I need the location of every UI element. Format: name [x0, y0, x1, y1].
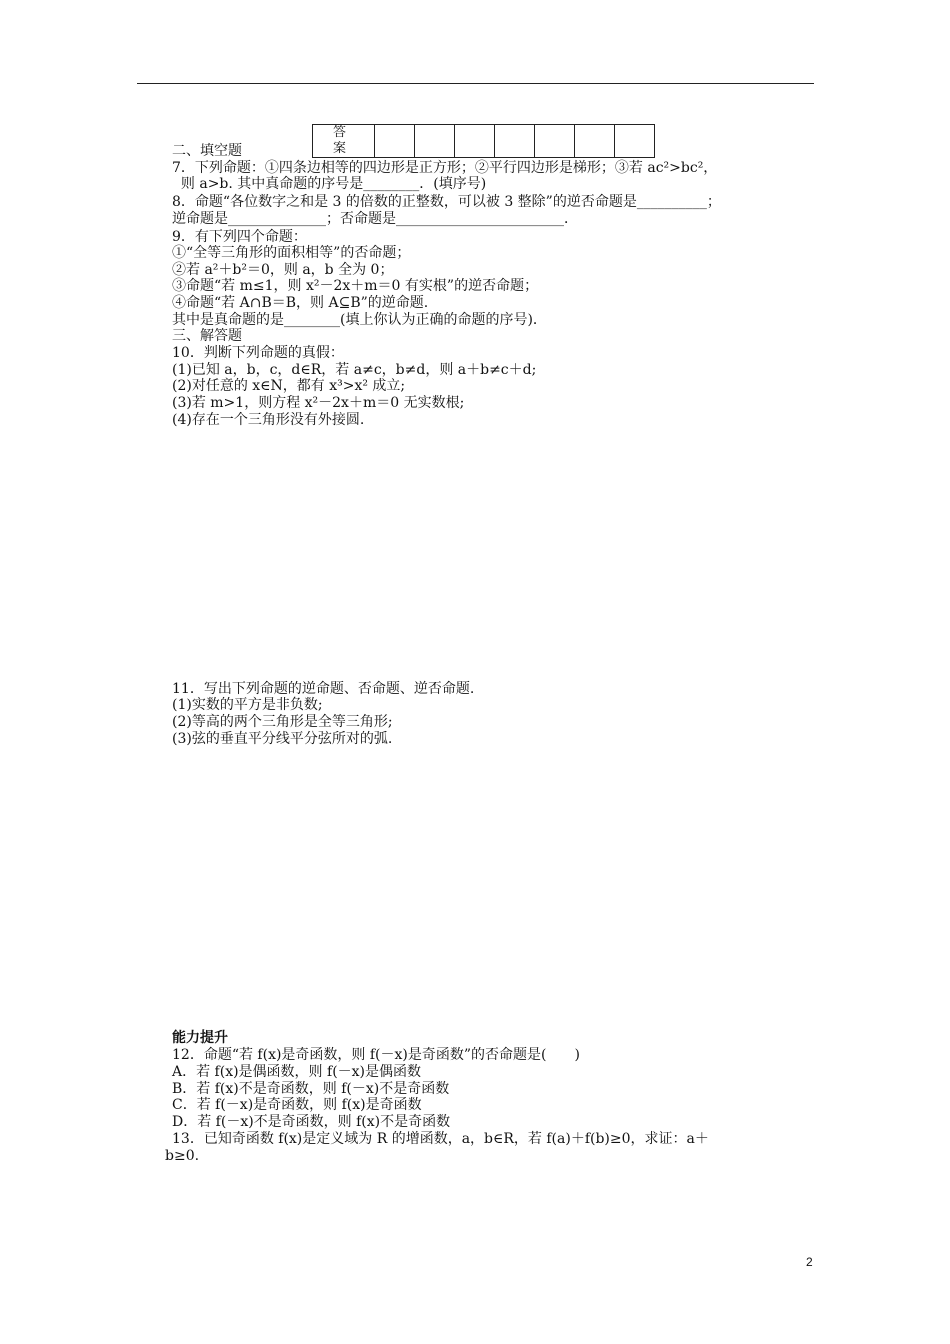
question-11-item-2: (2)等高的两个三角形是全等三角形;	[172, 714, 393, 730]
question-8-cont: 逆命题是______________；否命题是________________________．	[172, 211, 578, 227]
question-8: 8．命题“各位数字之和是 3 的倍数的正整数，可以被 3 整除”的逆否命题是__________；	[172, 194, 721, 210]
question-10-item-2: (2)对任意的 x∈N，都有 x³>x² 成立;	[172, 378, 406, 394]
question-13-cont: b≥0.	[165, 1148, 200, 1164]
question-10-item-3: (3)若 m>1，则方程 x²－2x＋m＝0 无实数根;	[172, 395, 465, 411]
answer-table-label: 答 案	[313, 125, 375, 158]
answer-table	[312, 124, 655, 158]
answer-cell[interactable]	[615, 125, 655, 158]
section-heading-solve: 三、解答题	[172, 328, 242, 344]
question-10: 10．判断下列命题的真假：	[172, 345, 344, 361]
question-9-item-3: ③命题“若 m≤1，则 x²－2x＋m＝0 有实根”的逆否命题；	[172, 278, 539, 294]
question-12-option-c: C．若 f(－x)是奇函数，则 f(x)是奇函数	[172, 1097, 422, 1113]
question-11-item-3: (3)弦的垂直平分线平分弦所对的弧.	[172, 731, 393, 747]
answer-cell[interactable]	[415, 125, 455, 158]
question-9: 9．有下列四个命题：	[172, 229, 307, 245]
answer-cell[interactable]	[575, 125, 615, 158]
question-13: 13．已知奇函数 f(x)是定义域为 R 的增函数，a，b∈R，若 f(a)＋f(b)≥0，求证：a＋	[172, 1131, 709, 1147]
question-7: 7．下列命题：①四条边相等的四边形是正方形；②平行四边形是梯形；③若 ac²>bc²，	[172, 160, 718, 176]
question-12-option-b: B．若 f(x)不是奇函数，则 f(－x)不是奇函数	[172, 1081, 450, 1097]
question-12-option-a: A．若 f(x)是偶函数，则 f(－x)是偶函数	[172, 1064, 422, 1080]
question-11-item-1: (1)实数的平方是非负数;	[172, 697, 323, 713]
question-12: 12．命题“若 f(x)是奇函数，则 f(－x)是奇函数”的否命题是( )	[172, 1047, 580, 1063]
page-number: 2	[806, 1255, 813, 1269]
question-7-cont: 则 a>b. 其中真命题的序号是________．(填序号)	[172, 176, 487, 192]
question-11: 11．写出下列命题的逆命题、否命题、逆否命题.	[172, 681, 475, 697]
section-heading-advanced: 能力提升	[172, 1030, 228, 1046]
question-10-item-1: (1)已知 a，b，c，d∈R，若 a≠c，b≠d，则 a＋b≠c＋d;	[172, 362, 537, 378]
answer-cell[interactable]	[535, 125, 575, 158]
question-9-prompt: 其中是真命题的是________(填上你认为正确的命题的序号)．	[172, 312, 547, 328]
question-12-option-d: D．若 f(－x)不是奇函数，则 f(x)不是奇函数	[172, 1114, 451, 1130]
answer-cell[interactable]	[455, 125, 495, 158]
question-9-item-4: ④命题“若 A∩B＝B，则 A⊆B”的逆命题.	[172, 295, 429, 311]
header-rule	[137, 83, 814, 84]
section-heading-fill: 二、填空题	[172, 143, 242, 159]
answer-cell[interactable]	[495, 125, 535, 158]
question-9-item-1: ①“全等三角形的面积相等”的否命题；	[172, 245, 411, 261]
question-10-item-4: (4)存在一个三角形没有外接圆.	[172, 412, 365, 428]
question-9-item-2: ②若 a²＋b²＝0，则 a，b 全为 0；	[172, 262, 394, 278]
